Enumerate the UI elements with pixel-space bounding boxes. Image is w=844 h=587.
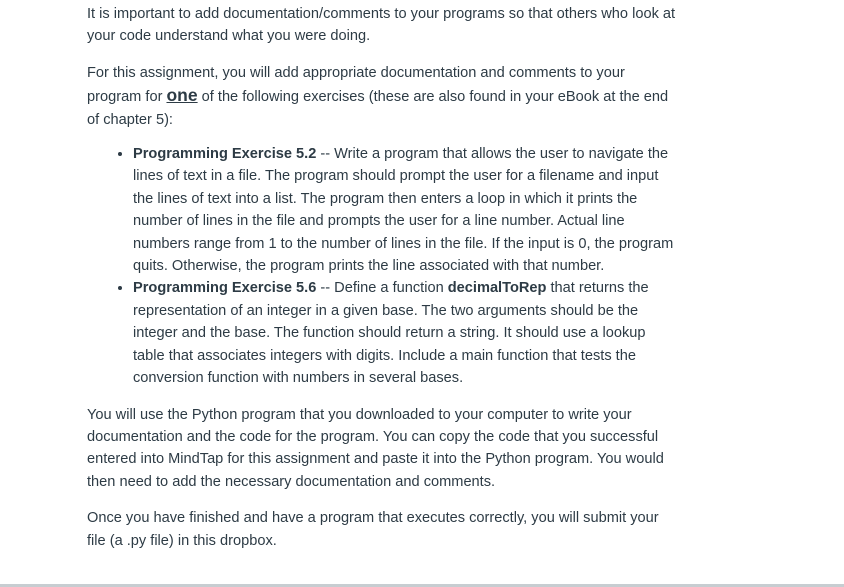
instructions-paragraph: You will use the Python program that you downloaded to your computer to write your documentation and the code for the program. You can copy the code that you successful entered into MindTap for this assignment and paste it into the Python program. You would then need to add the necessary documentation and comments.: [87, 406, 664, 490]
exercise-description-before: Define a function: [334, 280, 448, 297]
exercise-separator: --: [316, 146, 335, 163]
exercise-description: Write a program that allows the user to navigate the lines of text in a file. The program should prompt the user for a filename and input the lines of text into a list. The program then enters a loop in which it prints the number of lines in the file and prompts the user for a line number. Actual line numbers range from 1 to the number of lines in the file. If the input is 0, the program quits. Otherwise, the program prints the line associated with that number.: [133, 146, 674, 275]
function-name: decimalToRep: [447, 280, 547, 297]
exercise-title: Programming Exercise 5.2: [133, 146, 317, 163]
assignment-content: [87, 3, 677, 552]
assignment-text-after: of the following exercises (these are also found in your eBook at the end of chapter 5):: [87, 89, 669, 128]
intro-paragraph: It is important to add documentation/comments to your programs so that others who look at your code understand what you were doing.: [87, 6, 676, 45]
assignment-paragraph: [87, 62, 677, 131]
list-item-exercise-5-6: [133, 277, 677, 389]
exercise-list: [87, 143, 677, 389]
exercise-title: Programming Exercise 5.6: [133, 280, 317, 297]
assignment-text-before: For this assignment, you will add appropriate documentation and comments to your program for: [87, 64, 625, 106]
submission-paragraph: Once you have finished and have a program that executes correctly, you will submit your file (a .py file) in this dropbox.: [87, 510, 659, 549]
assignment-emphasis: one: [166, 85, 198, 106]
exercise-description-after: that returns the representation of an integer in a given base. The two arguments should be the integer and the base. The function should return a string. It should use a lookup table that associates integers with digits. Include a main function that tests the conversion function with numbers in several bases.: [133, 280, 649, 387]
list-item-exercise-5-2: [133, 143, 677, 277]
exercise-separator: --: [316, 280, 335, 297]
